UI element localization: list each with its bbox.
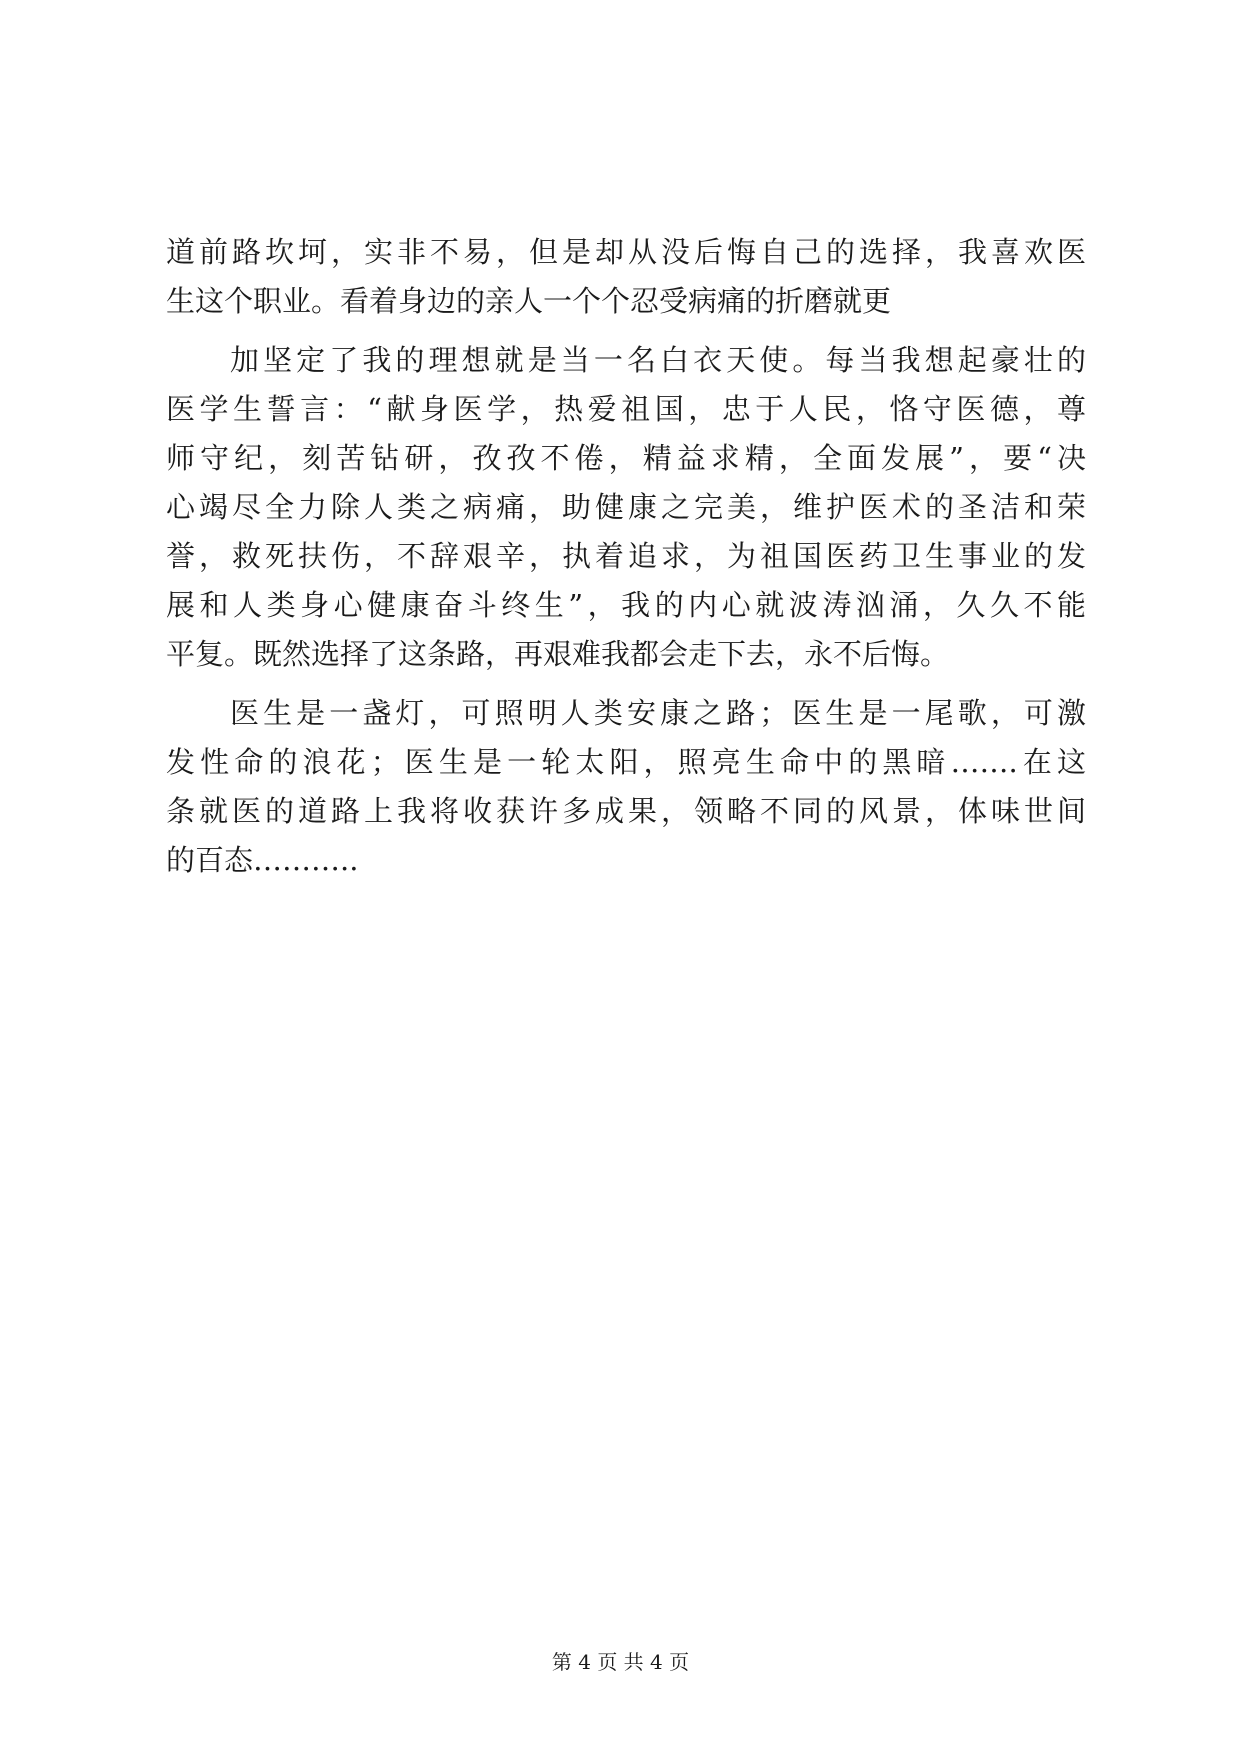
text-line: 医学生誓言：“献身医学，热爱祖国，忠于人民，恪守医德，尊 xyxy=(166,392,1086,426)
paragraph xyxy=(166,689,1086,885)
text-line: 生这个职业。看着身边的亲人一个个忍受病痛的折磨就更 xyxy=(166,284,892,318)
text-line: 誉，救死扶伤，不辞艰辛，执着追求，为祖国医药卫生事业的发 xyxy=(166,539,1086,573)
text-line: 师守纪，刻苦钻研，孜孜不倦，精益求精，全面发展”，要“决 xyxy=(166,441,1086,475)
text-line: 加坚定了我的理想就是当一名白衣天使。每当我想起豪壮的 xyxy=(230,343,1086,377)
paragraph xyxy=(166,228,1086,326)
text-line: 条就医的道路上我将收获许多成果，领略不同的风景，体味世间 xyxy=(166,794,1086,828)
text-line: 道前路坎坷，实非不易，但是却从没后悔自己的选择，我喜欢医 xyxy=(166,235,1086,269)
text-line: 平复。既然选择了这条路，再艰难我都会走下去，永不后悔。 xyxy=(166,637,950,671)
text-line: 的百态……….. xyxy=(166,843,359,877)
text-line: 心竭尽全力除人类之病痛，助健康之完美，维护医术的圣洁和荣 xyxy=(166,490,1086,524)
text-line: 展和人类身心健康奋斗终生”，我的内心就波涛汹涌，久久不能 xyxy=(166,588,1086,622)
paragraph xyxy=(166,336,1086,679)
page-number-footer: 第 4 页 共 4 页 xyxy=(551,1650,690,1674)
text-line: 发性命的浪花；医生是一轮太阳，照亮生命中的黑暗…….在这 xyxy=(166,745,1086,779)
document-body xyxy=(166,228,1086,885)
text-line: 医生是一盏灯，可照明人类安康之路；医生是一尾歌，可激 xyxy=(230,696,1086,730)
